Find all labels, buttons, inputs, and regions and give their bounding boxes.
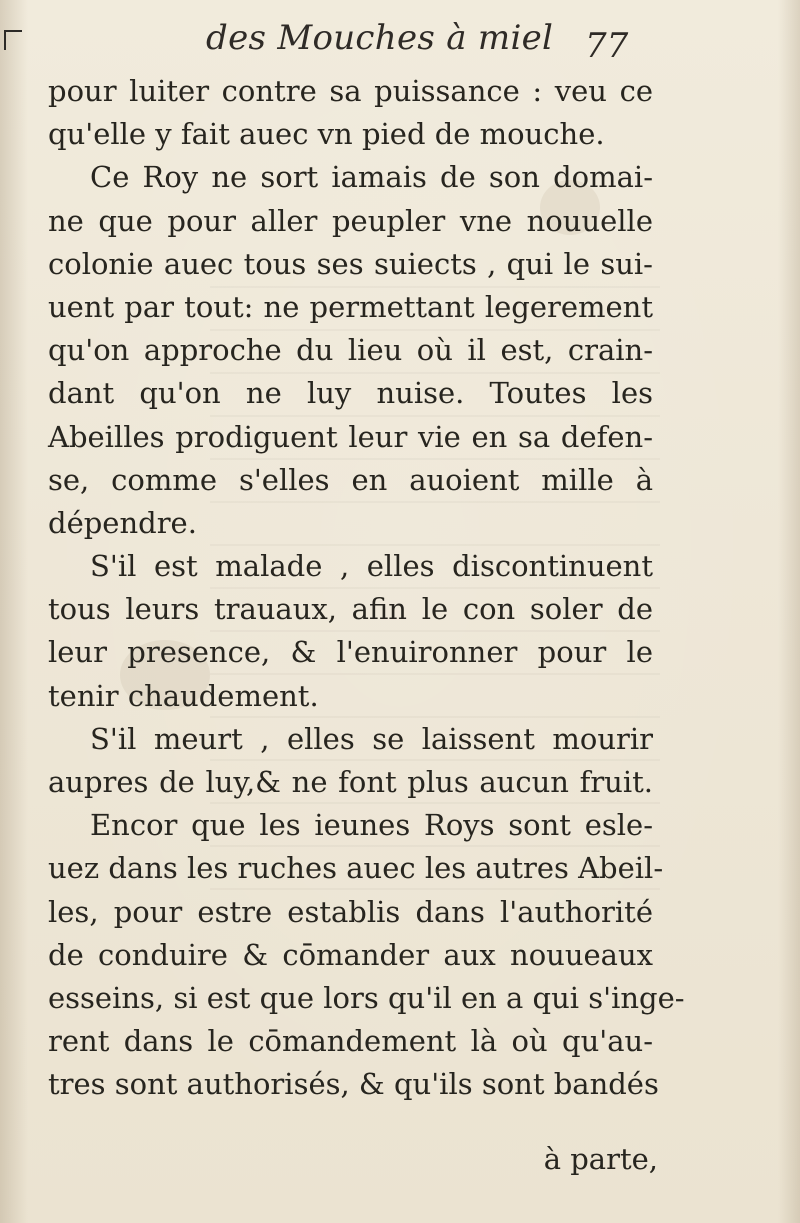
page-left-shadow	[0, 0, 28, 1223]
text-line: S'il est malade , elles discontinuent	[90, 549, 653, 584]
text-line: esseins, si est que lors qu'il en a qui s'inge-	[48, 980, 685, 1015]
text-line: S'il meurt , elles se laissent mourir	[90, 721, 653, 756]
text-line: tenir chaudement.	[48, 678, 319, 713]
text-line: leur presence, & l'enuironner pour le	[48, 635, 653, 670]
text-line: dant qu'on ne luy nuise. Toutes les	[48, 376, 653, 411]
text-line: colonie auec tous ses suiects , qui le sui-	[48, 246, 653, 281]
text-line: Ce Roy ne sort iamais de son domai-	[90, 160, 653, 195]
text-line: aupres de luy,& ne font plus aucun fruit.	[48, 765, 653, 799]
running-head: des Mouches à miel	[206, 18, 554, 58]
text-line: pour luiter contre sa puissance : veu ce	[48, 74, 653, 108]
text-line: qu'on approche du lieu où il est, crain-	[48, 333, 653, 368]
text-line: uez dans les ruches auec les autres Abeil-	[48, 851, 664, 886]
text-line: dépendre.	[48, 505, 197, 540]
text-line: Encor que les ieunes Roys sont esle-	[90, 808, 653, 843]
corner-mark	[4, 30, 22, 50]
text-line: uent par tout: ne permettant legerement	[48, 289, 653, 324]
text-line: les, pour estre establis dans l'authorité	[48, 894, 653, 929]
text-line: qu'elle y fait auec vn pied de mouche.	[48, 117, 605, 152]
body-text	[48, 70, 685, 1107]
text-line: tres sont authorisés, & qu'ils sont bandés	[48, 1067, 659, 1102]
text-line: rent dans le cōmandement là où qu'au-	[48, 1024, 653, 1059]
text-line: Abeilles prodiguent leur vie en sa defen-	[48, 419, 653, 454]
page-number: 77	[585, 26, 629, 66]
page-right-shadow	[778, 0, 800, 1223]
text-line: tous leurs trauaux, afin le con soler de	[48, 592, 653, 627]
catchword: à parte,	[543, 1142, 658, 1176]
text-line: de conduire & cōmander aux nouueaux	[48, 937, 653, 972]
text-line: se, comme s'elles en auoient mille à	[48, 462, 653, 497]
text-line: ne que pour aller peupler vne nouuelle	[48, 203, 653, 238]
